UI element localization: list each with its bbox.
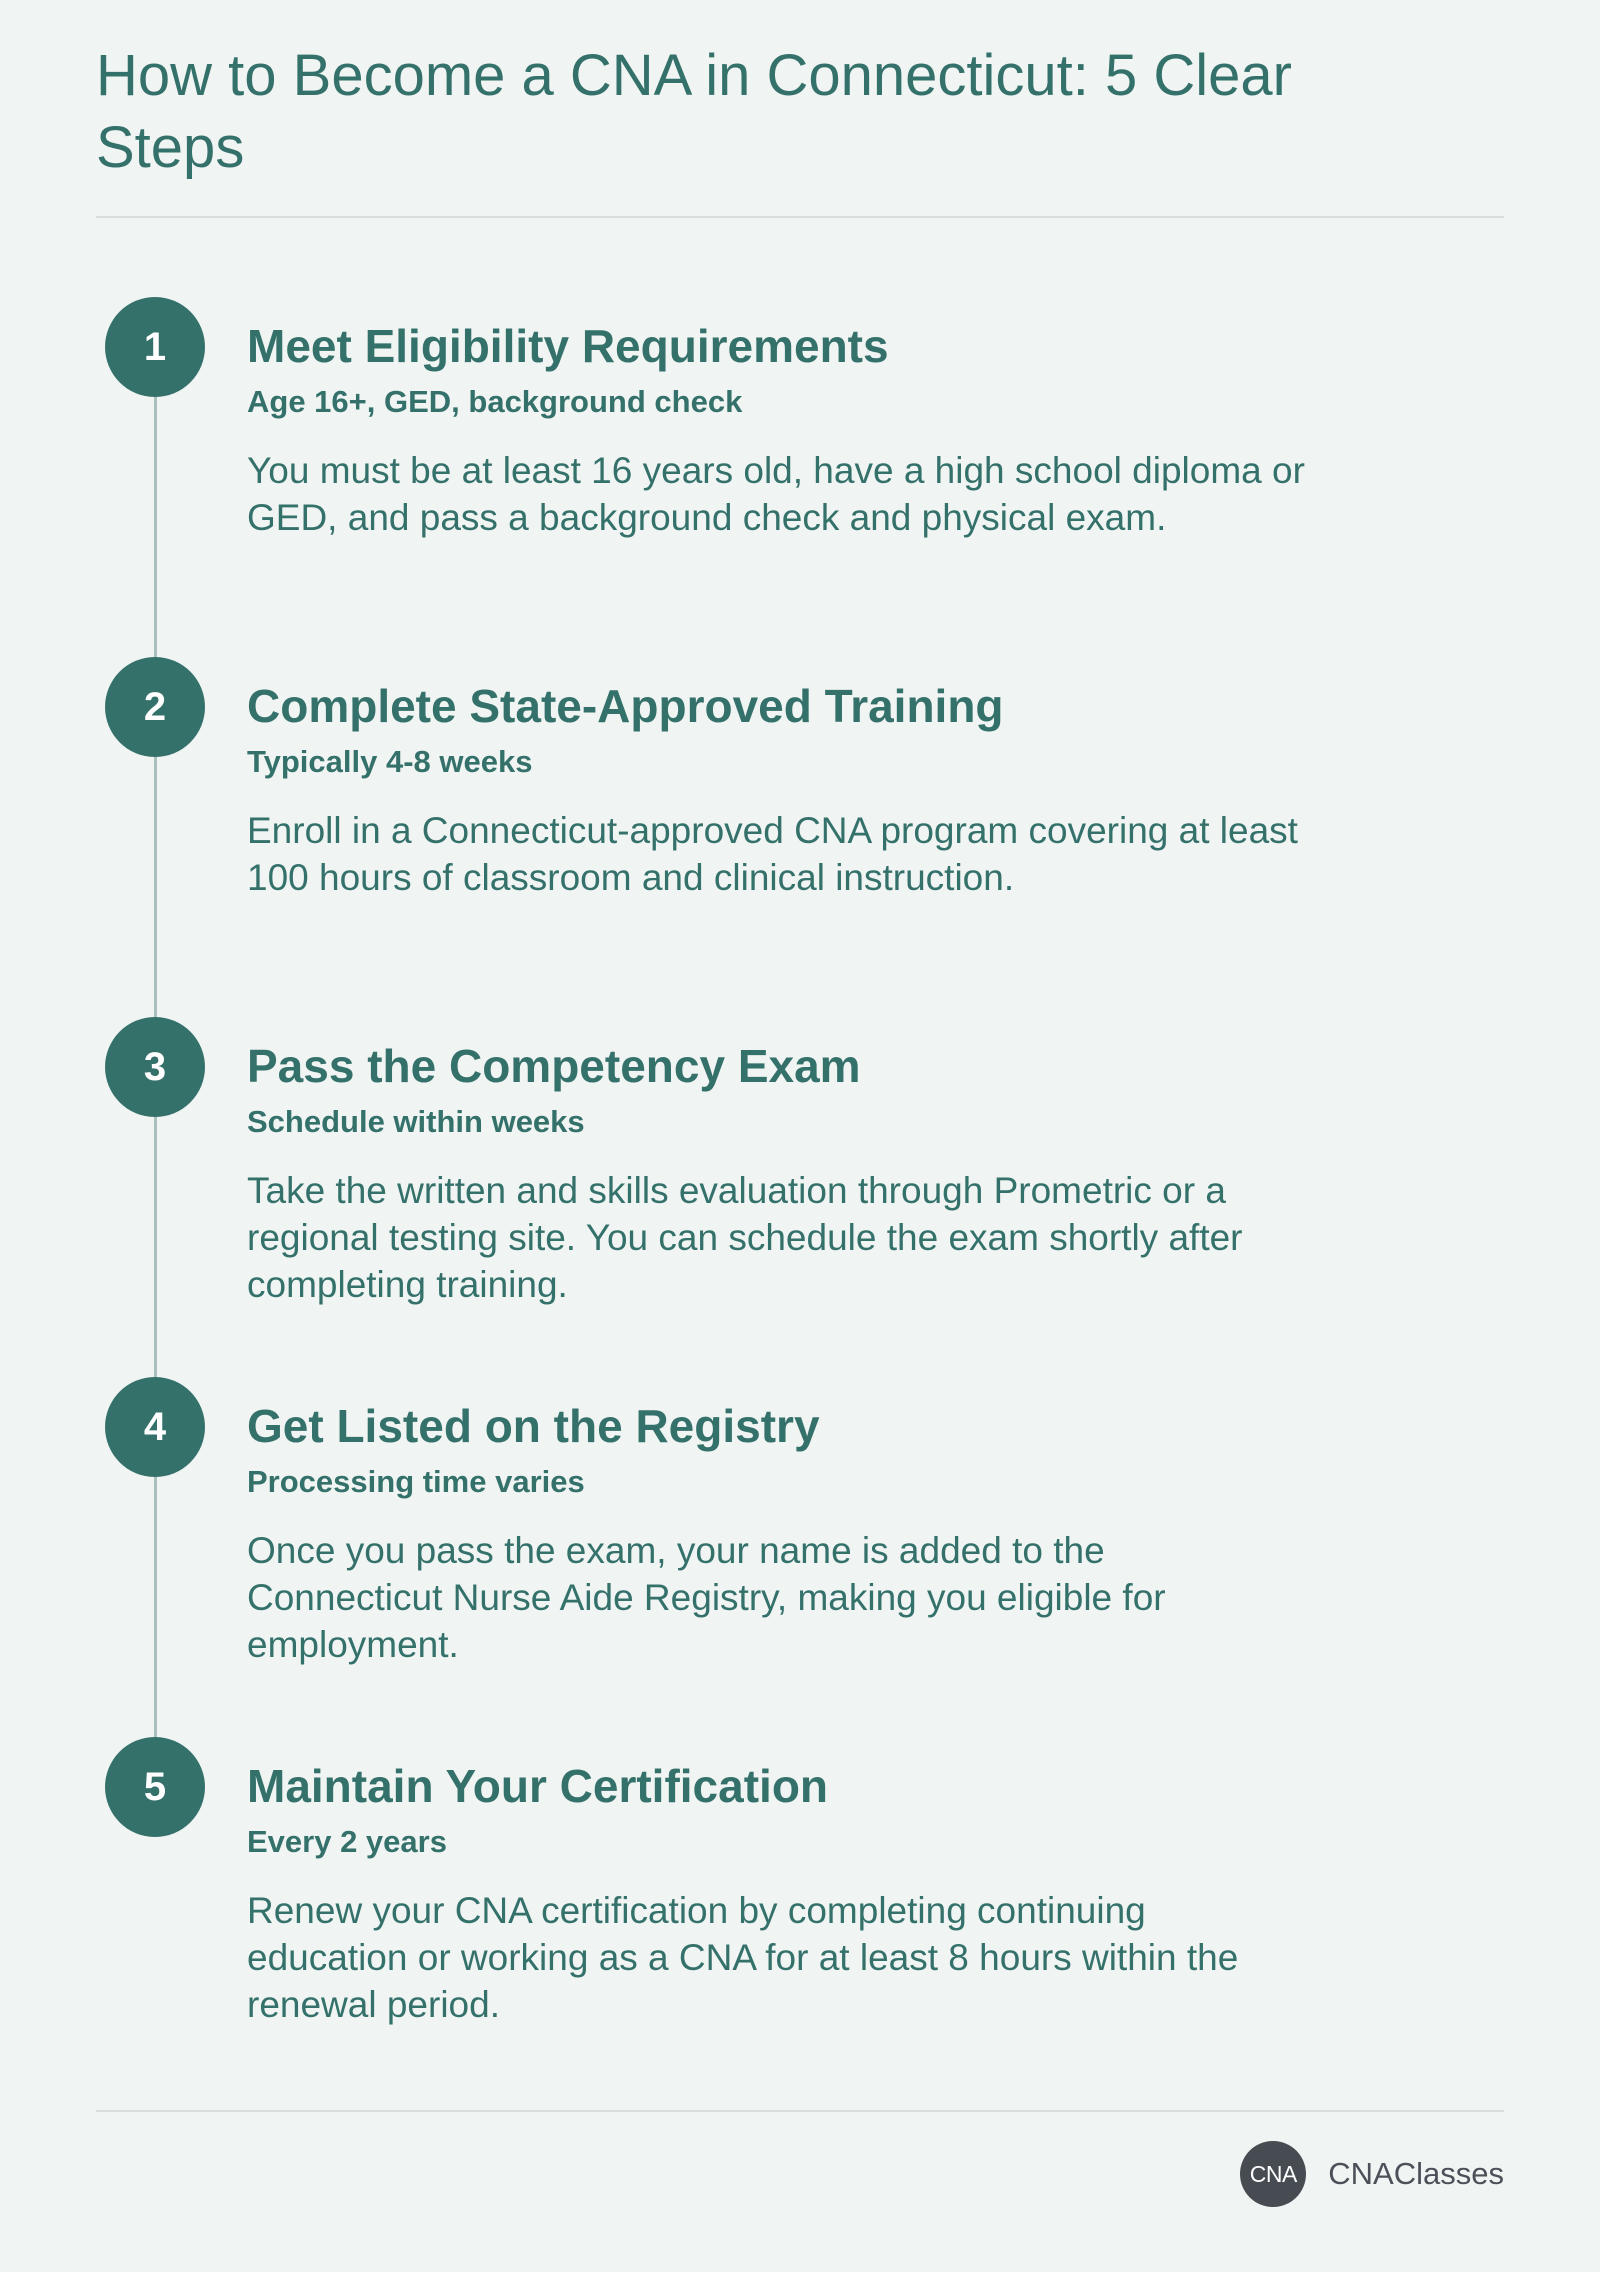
step-subtitle: Schedule within weeks bbox=[247, 1104, 585, 1139]
step-4 bbox=[0, 1377, 1600, 1677]
step-number-badge: 3 bbox=[105, 1017, 205, 1117]
step-title: Maintain Your Certification bbox=[247, 1760, 829, 1812]
step-number-badge: 4 bbox=[105, 1377, 205, 1477]
step-number-badge: 5 bbox=[105, 1737, 205, 1837]
step-subtitle: Every 2 years bbox=[247, 1824, 447, 1859]
step-number-badge: 2 bbox=[105, 657, 205, 757]
step-subtitle: Typically 4-8 weeks bbox=[247, 744, 533, 779]
step-subtitle: Age 16+, GED, background check bbox=[247, 384, 743, 419]
step-title: Meet Eligibility Requirements bbox=[247, 320, 889, 372]
brand-name: CNAClasses bbox=[1328, 2156, 1504, 2191]
step-2 bbox=[0, 657, 1600, 957]
footer-divider bbox=[96, 2110, 1504, 2112]
brand-footer bbox=[1240, 2140, 1504, 2208]
step-number-badge: 1 bbox=[105, 297, 205, 397]
step-title: Complete State-Approved Training bbox=[247, 680, 1004, 732]
header-divider bbox=[96, 216, 1504, 218]
step-3 bbox=[0, 1017, 1600, 1317]
step-description: Enroll in a Connecticut-approved CNA program covering at least 100 hours of classroom and clinical instruction. bbox=[247, 810, 1298, 898]
cna-logo-icon: CNA bbox=[1240, 2141, 1306, 2207]
page-title: How to Become a CNA in Connecticut: 5 Clear Steps bbox=[96, 43, 1292, 180]
step-title: Pass the Competency Exam bbox=[247, 1040, 861, 1092]
step-description: You must be at least 16 years old, have a high school diploma or GED, and pass a background check and physical exam. bbox=[247, 450, 1305, 538]
step-5 bbox=[0, 1737, 1600, 2037]
step-title: Get Listed on the Registry bbox=[247, 1400, 820, 1452]
step-subtitle: Processing time varies bbox=[247, 1464, 585, 1499]
step-description: Once you pass the exam, your name is added to the Connecticut Nurse Aide Registry, making you eligible for employment. bbox=[247, 1530, 1166, 1665]
step-1 bbox=[0, 297, 1600, 597]
step-description: Renew your CNA certification by completing continuing education or working as a CNA for at least 8 hours within the renewal period. bbox=[247, 1890, 1239, 2025]
step-description: Take the written and skills evaluation through Prometric or a regional testing site. You can schedule the exam shortly after completing training. bbox=[247, 1170, 1243, 1305]
